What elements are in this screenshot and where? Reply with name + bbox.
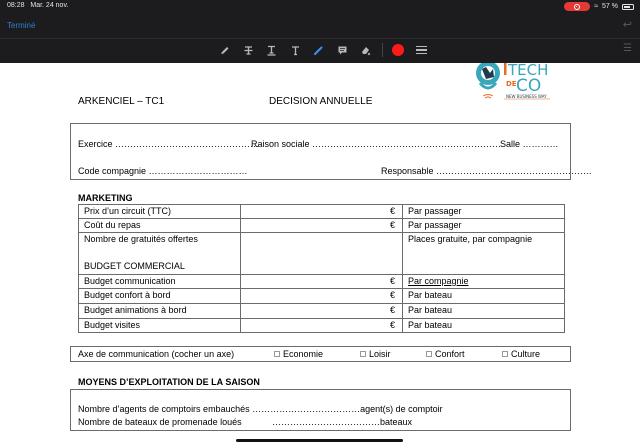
divider [0, 38, 640, 39]
doc-main-title: DECISION ANNUELLE [269, 96, 373, 107]
euro-symbol: € [390, 290, 396, 300]
euro-symbol: € [390, 206, 396, 216]
text-icon[interactable] [284, 41, 308, 59]
marketing-value-cell[interactable] [241, 205, 401, 218]
field-salle[interactable]: Salle ………… [500, 139, 559, 149]
field-bateaux-label: Nombre de bateaux de promenade loués [78, 417, 242, 427]
highlighter-icon[interactable] [213, 41, 237, 59]
done-button[interactable]: Terminé [7, 21, 36, 30]
marketing-row-unit: Par passager [408, 206, 462, 216]
doc-code-title: ARKENCIEL – TC1 [78, 96, 165, 107]
eraser-icon[interactable] [354, 41, 378, 59]
underline-text-icon[interactable] [260, 41, 284, 59]
field-exercice[interactable]: Exercice ………………………………………… [78, 139, 260, 149]
status-indicators [564, 2, 634, 11]
moyens-heading: MOYENS D’EXPLOITATION DE LA SAISON [78, 377, 260, 387]
marketing-value-cell[interactable] [241, 219, 401, 232]
marketing-row-label: Nombre de gratuités offertes [84, 234, 198, 244]
marketing-heading: MARKETING [78, 193, 133, 203]
marketing-value-cell[interactable] [241, 319, 401, 332]
marketing-value-cell[interactable] [241, 275, 401, 288]
axe-option-economie[interactable]: Economie [274, 349, 323, 359]
field-responsable[interactable]: Responsable ……………………………………………. [381, 166, 592, 176]
home-indicator [236, 439, 403, 442]
strikethrough-text-icon[interactable] [237, 41, 261, 59]
marketing-row-unit: Par compagnie [408, 276, 469, 286]
markup-toolbar [213, 41, 434, 59]
tech-de-co-logo [468, 63, 558, 103]
axe-label: Axe de communication (cocher un axe) [78, 349, 235, 359]
euro-symbol: € [390, 320, 396, 330]
toolbar-divider [382, 43, 383, 57]
checkbox[interactable] [502, 351, 508, 357]
budget-commercial-label: BUDGET COMMERCIAL [84, 261, 185, 271]
logo-tagline: NEW BUSINESS WAY [506, 94, 547, 99]
logo-text-de: DE [506, 80, 517, 88]
marketing-row-unit: Places gratuite, par compagnie [408, 234, 533, 244]
field-code-compagnie[interactable]: Code compagnie …………………………… [78, 166, 248, 176]
wifi-icon: ≈ [594, 3, 599, 10]
marketing-value-cell[interactable] [241, 289, 401, 303]
logo-text-tech: TECH [508, 63, 549, 79]
axe-option-confort[interactable]: Confort [426, 349, 465, 359]
marketing-value-cell[interactable] [241, 304, 401, 318]
checkbox[interactable] [360, 351, 366, 357]
field-raison-sociale[interactable]: Raison sociale ……………………………………………………… [251, 139, 502, 149]
marketing-row-label: Budget visites [84, 320, 141, 330]
battery-icon [622, 4, 634, 10]
marketing-row-unit: Par passager [408, 220, 462, 230]
marketing-row-label: Budget communication [84, 276, 176, 286]
markup-top-bar [0, 0, 640, 63]
marketing-row-label: Budget confort à bord [84, 290, 171, 300]
battery-percent: 57 % [602, 3, 618, 10]
logo-text-co: CO [516, 76, 542, 96]
screen-recording-icon[interactable] [564, 2, 590, 11]
color-picker[interactable] [387, 41, 411, 59]
marketing-row-label: Budget animations à bord [84, 305, 187, 315]
marketing-row-label: Coût du repas [84, 220, 141, 230]
marketing-value-cell[interactable] [241, 233, 401, 274]
axe-option-loisir[interactable]: Loisir [360, 349, 391, 359]
field-bateaux-value[interactable]: ………………………………bateaux [272, 417, 413, 427]
list-icon[interactable]: ☰ [623, 43, 632, 54]
marketing-row-unit: Par bateau [408, 290, 453, 300]
marketing-row-unit: Par bateau [408, 320, 453, 330]
checkbox[interactable] [274, 351, 280, 357]
euro-symbol: € [390, 305, 396, 315]
pen-icon[interactable] [307, 41, 331, 59]
axe-option-culture[interactable]: Culture [502, 349, 540, 359]
euro-symbol: € [390, 276, 396, 286]
euro-symbol: € [390, 220, 396, 230]
undo-icon[interactable]: ↩ [622, 19, 632, 31]
marketing-row-unit: Par bateau [408, 305, 453, 315]
column-divider [402, 204, 403, 332]
field-agents[interactable]: Nombre d’agents de comptoirs embauchés ………………………………agent(s) de comptoir [78, 404, 443, 414]
checkbox[interactable] [426, 351, 432, 357]
marketing-row-label: Prix d’un circuit (TTC) [84, 206, 172, 216]
comment-icon[interactable] [331, 41, 355, 59]
status-time-date: 08:28 Mar. 24 nov. [7, 2, 69, 9]
line-width-icon[interactable] [410, 41, 434, 59]
